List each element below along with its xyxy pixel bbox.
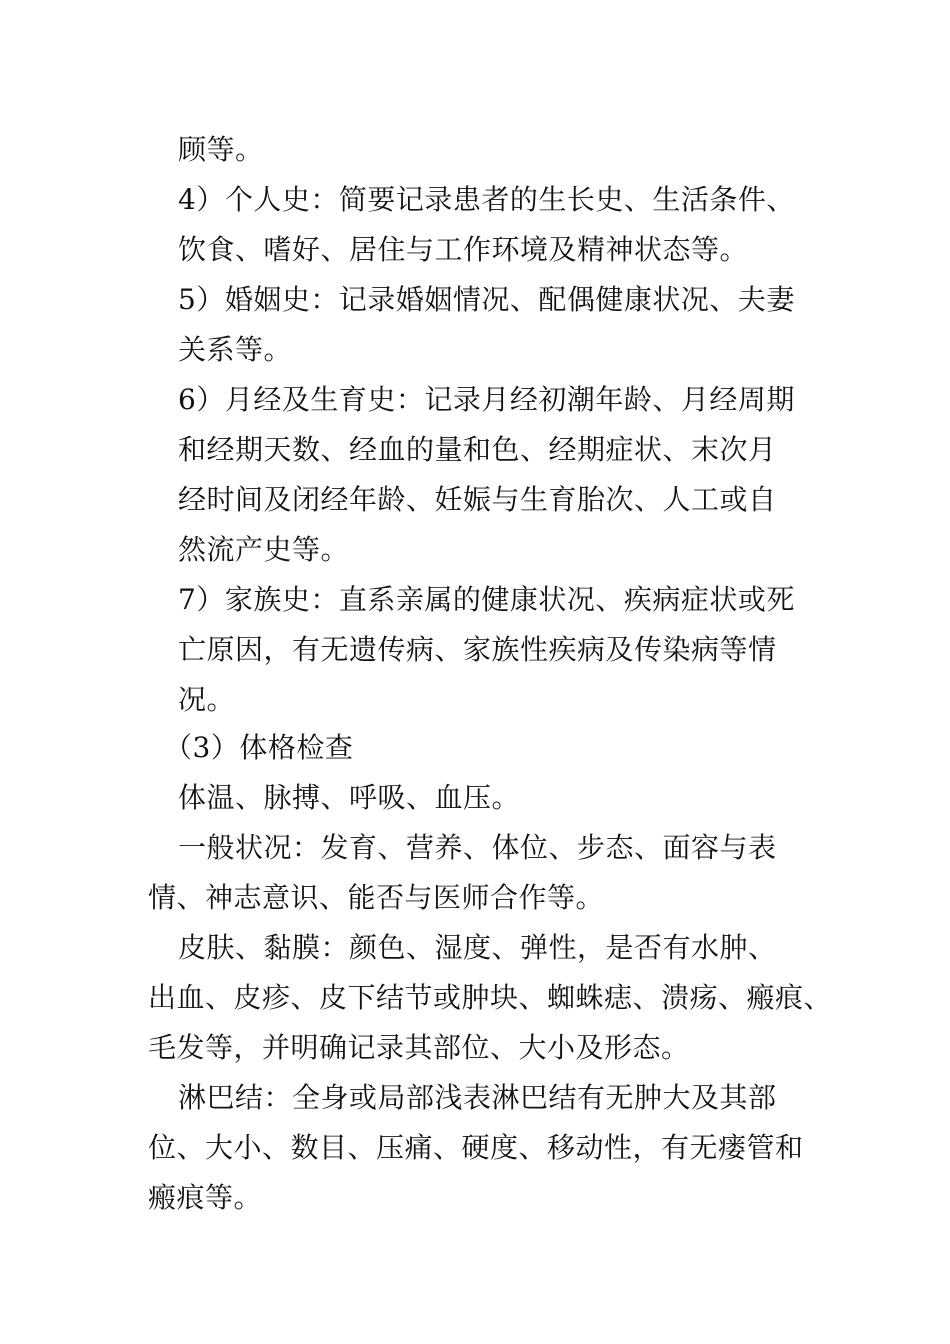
text-line: 7）家族史：直系亲属的健康状况、疾病症状或死 — [178, 583, 795, 616]
text-line: 一般状况：发育、营养、体位、步态、面容与表 — [178, 831, 777, 864]
text-line: 毛发等，并明确记录其部位、大小及形态。 — [148, 1031, 690, 1064]
text-line: 况。 — [178, 683, 236, 716]
text-line: 皮肤、黏膜：颜色、湿度、弹性，是否有水肿、 — [178, 931, 777, 964]
text-line: 关系等。 — [178, 333, 293, 366]
text-line: 6）月经及生育史：记录月经初潮年龄、月经周期 — [178, 383, 795, 416]
text-line: 亡原因，有无遗传病、家族性疾病及传染病等情 — [178, 633, 777, 666]
text-line: 情、神志意识、能否与医师合作等。 — [148, 881, 605, 914]
section-heading: （3）体格检查 — [164, 731, 354, 764]
text-line: 体温、脉搏、呼吸、血压。 — [178, 781, 521, 814]
text-line: 然流产史等。 — [178, 533, 350, 566]
text-line: 饮食、嗜好、居住与工作环境及精神状态等。 — [178, 233, 749, 266]
text-line: 顾等。 — [178, 133, 264, 166]
text-line: 淋巴结：全身或局部浅表淋巴结有无肿大及其部 — [178, 1081, 777, 1114]
text-line: 出血、皮疹、皮下结节或肿块、蜘蛛痣、溃疡、瘢痕、 — [148, 981, 833, 1014]
text-line: 和经期天数、经血的量和色、经期症状、末次月 — [178, 433, 777, 466]
text-line: 经时间及闭经年龄、妊娠与生育胎次、人工或自 — [178, 483, 777, 516]
text-line: 位、大小、数目、压痛、硬度、移动性，有无瘘管和 — [148, 1131, 804, 1164]
text-line: 4）个人史：简要记录患者的生长史、生活条件、 — [178, 183, 795, 216]
text-line: 5）婚姻史：记录婚姻情况、配偶健康状况、夫妻 — [178, 283, 795, 316]
text-line: 瘢痕等。 — [148, 1181, 263, 1214]
